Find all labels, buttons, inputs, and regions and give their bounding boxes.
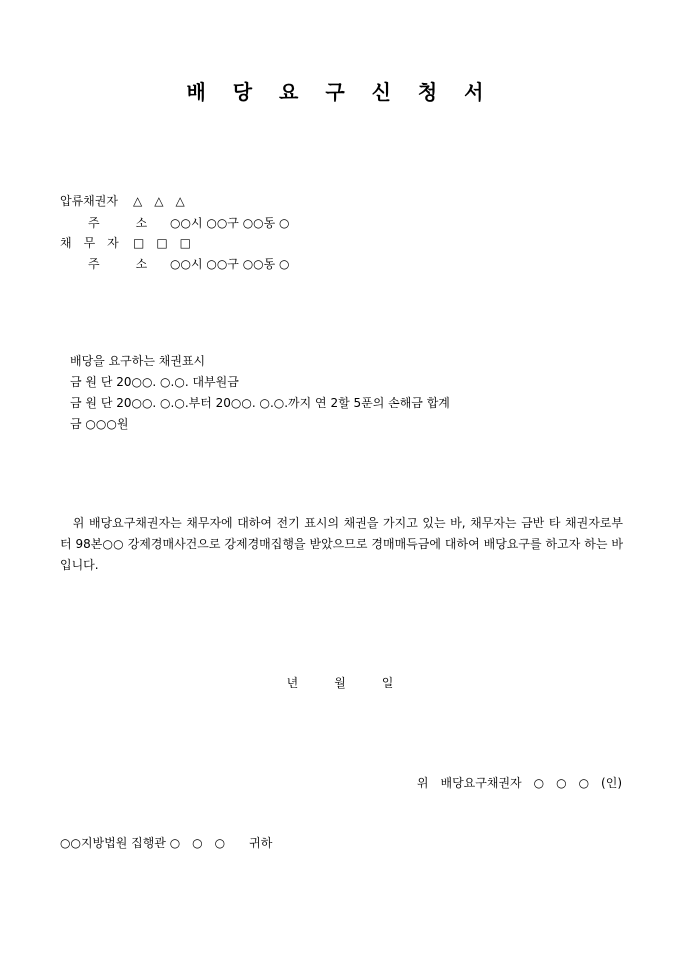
- recipient-line: ○○지방법원 집행관 ○ ○ ○ 귀하: [60, 836, 273, 850]
- claim-line-3: 금 ○○○원: [70, 417, 129, 431]
- date-line: 년 월 일: [286, 676, 394, 690]
- debtor-name: □ □ □: [133, 236, 192, 250]
- creditor-name: △ △ △: [133, 194, 185, 208]
- creditor-address: ○○시 ○○구 ○○동 ○: [170, 216, 290, 230]
- signature-line: 위 배당요구채권자 ○ ○ ○ (인): [416, 776, 622, 790]
- debtor-address: ○○시 ○○구 ○○동 ○: [170, 257, 290, 271]
- creditor-label: 압류채권자: [60, 194, 118, 208]
- claim-heading: 배당을 요구하는 채권표시: [70, 354, 206, 368]
- debtor-address-label: 주 소: [88, 257, 148, 271]
- document-title: 배 당 요 구 신 청 서: [186, 80, 494, 104]
- claim-line-1: 금 원 단 20○○. ○.○. 대부원금: [70, 375, 239, 389]
- claim-line-2: 금 원 단 20○○. ○.○.부터 20○○. ○.○.까지 연 2할 5푼의 손해금 합계: [70, 396, 450, 410]
- body-paragraph: 위 배당요구채권자는 채무자에 대하여 전기 표시의 채권을 가지고 있는 바, 채무자는 금반 타 채권자로부터 98본○○ 강제경매사건으로 강제경매집행을 받았으므로 경매매득금에 대하여 배당요구를 하고자 하는 바입니다.: [60, 516, 623, 572]
- creditor-address-label: 주 소: [88, 216, 148, 230]
- debtor-label: 채 무 자: [60, 236, 119, 250]
